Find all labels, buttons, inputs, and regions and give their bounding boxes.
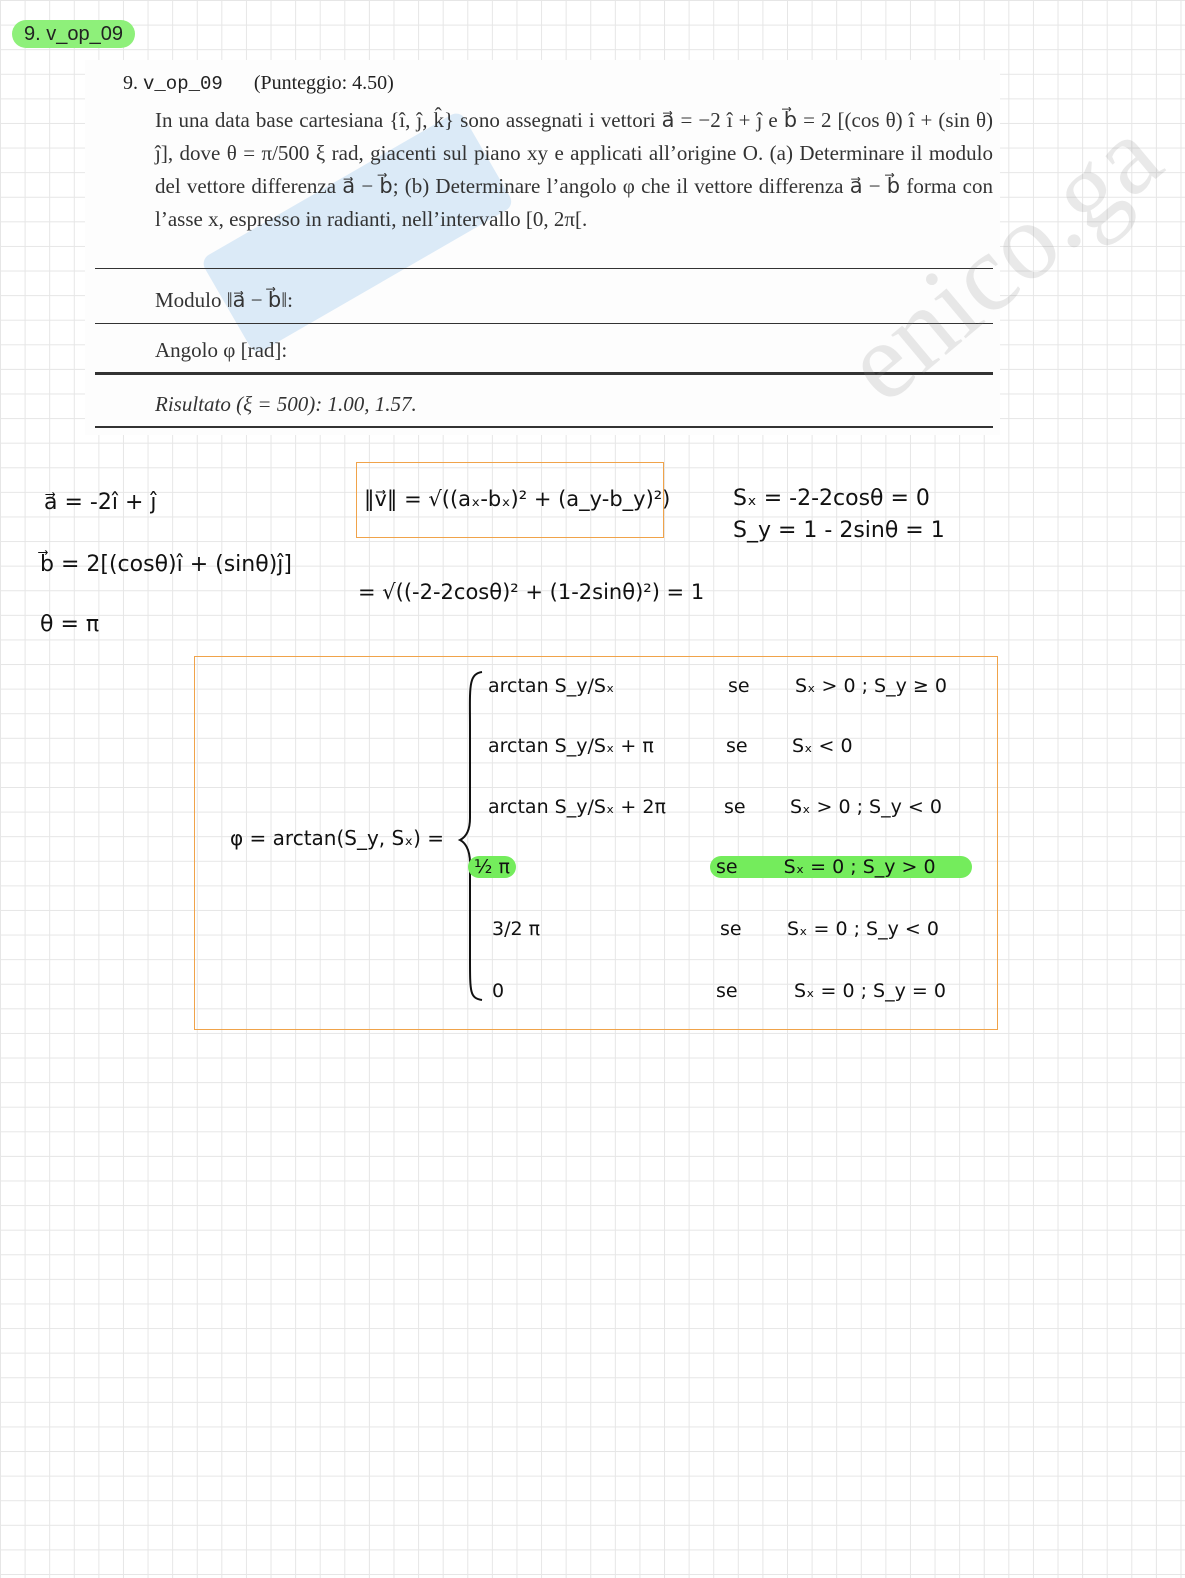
result-line: Risultato (ξ = 500): 1.00, 1.57. xyxy=(155,392,417,416)
case-condition: Sₓ = 0 ; S_y > 0 xyxy=(783,856,936,878)
case-condition-highlighted xyxy=(710,856,972,878)
case-value: 3/2 π xyxy=(492,918,541,940)
problem-statement: In una data base cartesiana {î, ĵ, k̂} sono assegnati i vettori a⃗ = −2 î + ĵ e b⃗ = 2 [(cos θ) î + (sin θ) ĵ], dove θ = π/500 ξ rad, giacenti sul piano xy e applicati all’origine O. (a) Determinare il modulo del vettore differenza a⃗ − b⃗; (b) Determinare l’angolo φ che il vettore differenza a⃗ − b⃗ forma con l’asse x, espresso in radianti, nell’intervallo [0, 2π[. xyxy=(155,108,993,231)
angolo-label: Angolo φ [rad]: xyxy=(155,338,288,362)
case-value: 0 xyxy=(492,980,505,1002)
case-condition: Sₓ > 0 ; S_y ≥ 0 xyxy=(795,675,947,697)
case-se: se xyxy=(716,980,738,1002)
problem-tag: 9. v_op_09 xyxy=(12,20,135,48)
case-condition: Sₓ > 0 ; S_y < 0 xyxy=(790,796,942,818)
case-se: se xyxy=(716,856,738,878)
case-value: arctan S_y/Sₓ + π xyxy=(488,735,654,757)
case-condition: Sₓ < 0 xyxy=(792,735,853,757)
case-se: se xyxy=(724,796,746,818)
case-value-highlighted: ½ π xyxy=(468,856,516,878)
note-norm-formula: ‖v⃗‖ = √((aₓ-bₓ)² + (a_y-b_y)²) xyxy=(364,487,671,511)
case-value: arctan S_y/Sₓ + 2π xyxy=(488,796,666,818)
note-theta: θ = π xyxy=(40,612,100,637)
case-se: se xyxy=(726,735,748,757)
case-se: se xyxy=(728,675,750,697)
note-sx: Sₓ = -2-2cosθ = 0 xyxy=(733,486,930,511)
note-phi-definition: φ = arctan(S_y, Sₓ) = xyxy=(230,826,445,850)
case-se: se xyxy=(720,918,742,940)
watermark-text: enico.ga xyxy=(821,94,1183,425)
case-condition: Sₓ = 0 ; S_y = 0 xyxy=(794,980,946,1002)
divider xyxy=(95,426,993,428)
curly-brace xyxy=(456,668,486,1004)
problem-header xyxy=(123,72,394,95)
note-a-definition: a⃗ = -2î + ĵ xyxy=(44,490,157,515)
note-sy: S_y = 1 - 2sinθ = 1 xyxy=(733,518,945,543)
note-b-definition: b⃗ = 2[(cosθ)î + (sinθ)ĵ] xyxy=(40,552,292,577)
divider xyxy=(95,268,993,269)
problem-score: (Punteggio: 4.50) xyxy=(253,72,394,94)
problem-code: v_op_09 xyxy=(143,73,223,95)
case-value: arctan S_y/Sₓ xyxy=(488,675,615,697)
note-norm-value: = √((-2-2cosθ)² + (1-2sinθ)²) = 1 xyxy=(358,580,705,604)
problem-number: 9. xyxy=(123,72,138,94)
modulo-label: Modulo ‖a⃗ − b⃗‖: xyxy=(155,288,293,312)
case-condition: Sₓ = 0 ; S_y < 0 xyxy=(787,918,939,940)
